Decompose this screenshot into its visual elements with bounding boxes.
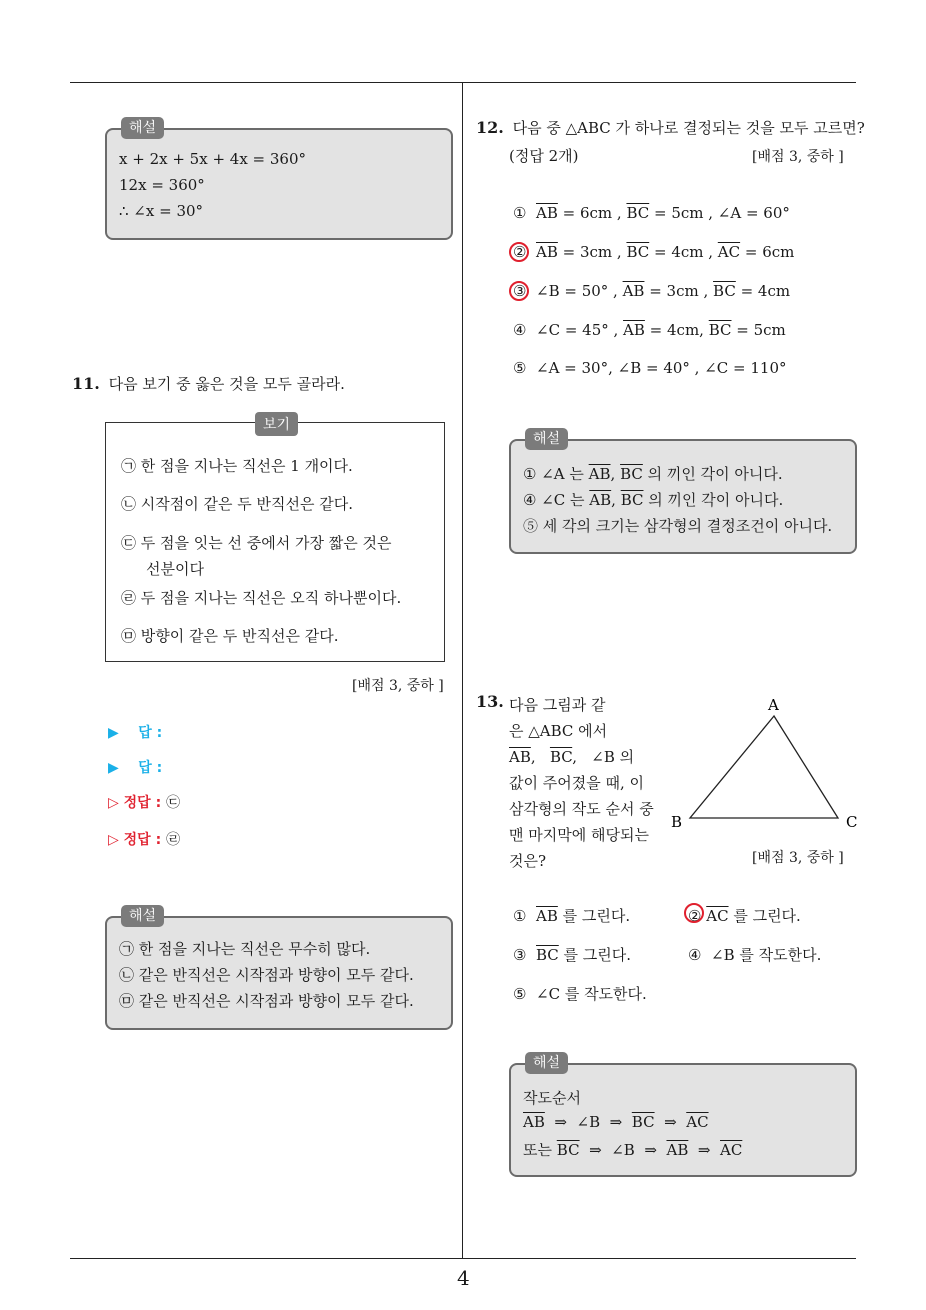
solution-seq-1 <box>523 1113 709 1131</box>
text: 의 끼인 각이 아니다. <box>643 491 784 509</box>
text: , <box>611 491 621 509</box>
solution-box-12 <box>509 431 857 554</box>
segment: $\overline{AB}$ <box>523 1113 545 1131</box>
option-text: = 5cm <box>731 321 786 339</box>
solution-tag: 해설 <box>525 1052 568 1074</box>
segment: $\overline{BC}$ <box>708 321 732 339</box>
question-text-line: 삼각형의 작도 순서 중 <box>509 800 654 818</box>
segment: $\overline{AC}$ <box>717 243 741 261</box>
option-text: = 4cm <box>735 282 791 300</box>
bogi-item-2: ㉡ 시작점이 같은 두 반직선은 같다. <box>121 495 353 513</box>
column-divider <box>462 83 463 1259</box>
question-number: 12. <box>476 118 504 137</box>
q13-option-2[interactable] <box>688 905 801 926</box>
solution-box-10 <box>105 120 453 240</box>
segment: $\overline{AC}$ <box>686 1113 709 1131</box>
option-text: ∠B 를 작도한다. <box>711 946 822 964</box>
q12-option-4[interactable] <box>513 321 786 339</box>
option-number: ④ <box>688 946 702 964</box>
segment: $\overline{AB}$ <box>536 907 558 925</box>
q13-option-5[interactable] <box>513 983 647 1004</box>
question-13-text <box>509 692 657 874</box>
bogi-item-5: ㉤ 방향이 같은 두 반직선은 같다. <box>121 627 339 645</box>
text: ④ ∠C 는 <box>523 491 590 509</box>
bogi-item-3: ㉢ 두 점을 잇는 선 중에서 가장 짧은 것은 <box>121 534 392 552</box>
q12-option-3[interactable] <box>513 282 790 300</box>
answer-label: 답 : <box>138 760 163 776</box>
solution-tag: 해설 <box>121 905 164 927</box>
implies-arrow: ⇒ <box>644 1141 657 1159</box>
question-11 <box>72 373 345 394</box>
question-text: 다음 중 △ABC 가 하나로 결정되는 것을 모두 고르면? <box>512 119 865 137</box>
segment: $\overline{BC}$ <box>620 491 644 509</box>
solution-line: x + 2x + 5x + 4x = 360° <box>119 150 307 168</box>
triangle-abc <box>690 716 838 818</box>
option-number: ② <box>513 243 527 261</box>
solution-line: ㉡ 같은 반직선은 시작점과 방향이 모두 같다. <box>119 966 414 984</box>
vertex-label-b: B <box>671 813 683 831</box>
correct-label: 정답 : <box>123 795 162 811</box>
option-text: = 5cm , ∠A = 60° <box>649 204 790 222</box>
question-text: ∠B 의 <box>591 748 635 766</box>
q13-option-3[interactable] <box>513 944 631 965</box>
segment: $\overline{AB}$ <box>536 243 558 261</box>
option-text: 를 그린다. <box>728 907 801 925</box>
segment: $\overline{AB}$ <box>536 204 558 222</box>
implies-arrow: ⇒ <box>554 1113 567 1131</box>
question-number: 11. <box>72 374 100 393</box>
option-text: ∠C = 45° , <box>536 321 624 339</box>
vertex-label-a: A <box>768 696 779 714</box>
option-text: 를 그린다. <box>558 946 632 964</box>
question-number: 13. <box>476 692 504 711</box>
top-rule <box>70 82 856 83</box>
play-icon: ▶ <box>108 725 119 741</box>
bogi-tag: 보기 <box>255 412 298 436</box>
solution-tag: 해설 <box>121 117 164 139</box>
score-13: [배점 3, 중하 ] <box>752 850 844 866</box>
segment: $\overline{AB}$ <box>509 748 531 766</box>
segment: $\overline{BC}$ <box>556 1141 580 1159</box>
implies-arrow: ⇒ <box>697 1141 711 1159</box>
angle: ∠B <box>611 1141 635 1159</box>
bogi-item-1: ㉠ 한 점을 지나는 직선은 1 개이다. <box>121 457 353 475</box>
correct-answer-1 <box>108 792 180 812</box>
q12-option-2[interactable] <box>513 243 794 261</box>
segment: $\overline{AB}$ <box>623 321 645 339</box>
option-number: ③ <box>513 282 527 300</box>
segment: $\overline{BC}$ <box>626 204 650 222</box>
q12-option-1[interactable] <box>513 204 790 222</box>
option-text: = 3cm , <box>644 282 714 300</box>
segment: $\overline{AB}$ <box>622 282 645 300</box>
implies-arrow: ⇒ <box>589 1141 602 1159</box>
play-icon: ▶ <box>108 760 119 776</box>
bogi-item-4: ㉣ 두 점을 지나는 직선은 오직 하나뿐이다. <box>121 589 402 607</box>
answer-circle-mark <box>509 242 529 262</box>
segment: $\overline{BC}$ <box>549 748 573 766</box>
answer-circle-mark <box>684 903 704 923</box>
option-text: ∠C 를 작도한다. <box>536 985 647 1003</box>
triangle-figure <box>660 690 860 840</box>
option-number: ① <box>513 907 527 925</box>
question-13-number <box>476 692 504 711</box>
option-number: ④ <box>513 321 527 339</box>
q13-option-4[interactable] <box>688 944 821 965</box>
q13-option-1[interactable] <box>513 905 630 926</box>
bottom-rule <box>70 1258 856 1259</box>
question-text: 다음 보기 중 옳은 것을 모두 골라라. <box>108 375 345 393</box>
option-text: = 6cm <box>740 243 795 261</box>
option-number: ⑤ <box>513 359 527 377</box>
correct-label: 정답 : <box>123 832 162 848</box>
question-sub: (정답 2개) <box>509 147 579 165</box>
segment: $\overline{BC}$ <box>620 465 643 483</box>
option-text: = 4cm, <box>644 321 709 339</box>
option-number: ① <box>513 204 527 222</box>
solution-line: ⑤ 세 각의 크기는 삼각형의 결정조건이 아니다. <box>523 517 833 535</box>
segment: $\overline{AC}$ <box>706 907 729 925</box>
answer-line-2[interactable] <box>108 757 162 777</box>
answer-circle-mark <box>509 281 529 301</box>
text: ① ∠A 는 <box>523 465 589 483</box>
question-text-line: 다음 그림과 같 <box>509 696 606 714</box>
solution-box-11 <box>105 908 453 1030</box>
outline-play-icon: ▷ <box>108 832 119 848</box>
option-number: ② <box>688 907 702 925</box>
segment: $\overline{BC}$ <box>536 946 559 964</box>
segment: $\overline{AB}$ <box>666 1141 689 1159</box>
score-11: [배점 3, 중하 ] <box>352 678 444 694</box>
correct-value: ㉣ <box>166 832 181 848</box>
segment: $\overline{BC}$ <box>626 243 650 261</box>
solution-line: ㉠ 한 점을 지나는 직선은 무수히 많다. <box>119 940 371 958</box>
question-text-line: 것은? <box>509 852 547 870</box>
answer-line-1[interactable] <box>108 722 162 742</box>
score-12: [배점 3, 중하 ] <box>752 149 844 165</box>
implies-arrow: ⇒ <box>609 1113 623 1131</box>
question-12 <box>476 117 865 138</box>
segment: $\overline{BC}$ <box>631 1113 655 1131</box>
solution-line: 12x = 360° <box>119 176 205 194</box>
option-text: = 4cm , <box>649 243 718 261</box>
segment: $\overline{AB}$ <box>588 465 611 483</box>
segment: $\overline{AC}$ <box>720 1141 743 1159</box>
outline-play-icon: ▷ <box>108 795 119 811</box>
solution-line: ∴ ∠x = 30° <box>119 202 204 220</box>
segment: $\overline{BC}$ <box>713 282 736 300</box>
angle: ∠B <box>576 1113 601 1131</box>
option-number: ③ <box>513 946 527 964</box>
correct-value: ㉢ <box>166 795 181 811</box>
question-text-line: 맨 마지막에 해당되는 <box>509 826 649 844</box>
question-text-line: 값이 주어졌을 때, 이 <box>509 774 644 792</box>
q12-option-5[interactable] <box>513 359 787 377</box>
solution-line <box>523 463 783 484</box>
text: 또는 <box>523 1141 552 1159</box>
segment: $\overline{AB}$ <box>589 491 612 509</box>
option-text: 를 그린다. <box>557 907 631 925</box>
option-text: = 3cm , <box>557 243 627 261</box>
solution-title: 작도순서 <box>523 1089 581 1107</box>
text: 의 끼인 각이 아니다. <box>642 465 783 483</box>
correct-answer-2 <box>108 829 180 849</box>
question-text-line: 은 △ABC 에서 <box>509 722 608 740</box>
solution-box-13 <box>509 1055 857 1177</box>
vertex-label-c: C <box>846 813 858 831</box>
solution-line: ㉤ 같은 반직선은 시작점과 방향이 모두 같다. <box>119 992 414 1010</box>
page-number: 4 <box>457 1266 470 1290</box>
implies-arrow: ⇒ <box>664 1113 677 1131</box>
option-number: ⑤ <box>513 985 527 1003</box>
question-text-line: $\overline{AB}$, $\overline{BC}$, ∠B 의 <box>509 748 635 766</box>
text: , <box>610 465 621 483</box>
solution-seq-2 <box>523 1139 742 1160</box>
option-text: ∠A = 30°, ∠B = 40° , ∠C = 110° <box>536 359 787 377</box>
option-text: = 6cm , <box>557 204 627 222</box>
solution-tag: 해설 <box>525 428 568 450</box>
solution-line <box>523 489 783 510</box>
bogi-item-3-cont: 선분이다 <box>146 560 204 578</box>
answer-label: 답 : <box>138 725 163 741</box>
option-text: ∠B = 50° , <box>536 282 623 300</box>
